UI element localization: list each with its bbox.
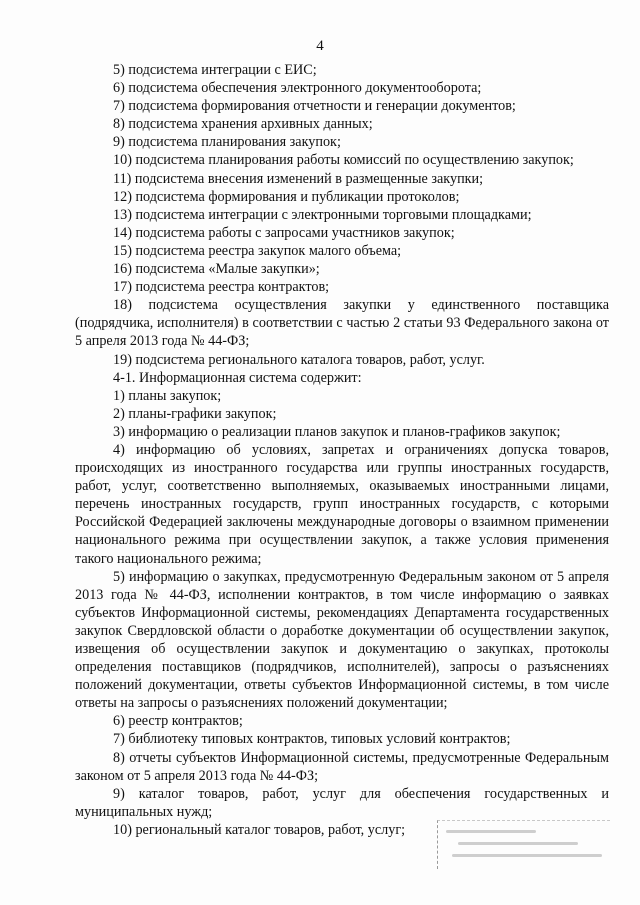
list-item: 6) реестр контрактов; xyxy=(113,713,243,730)
list-item: 11) подсистема внесения изменений в размещенные закупки; xyxy=(113,170,484,187)
list-item: 1) планы закупок; xyxy=(113,387,222,404)
list-item: 10) региональный каталог товаров, работ, услуг; xyxy=(113,821,406,838)
stamp-blur-line xyxy=(452,854,602,857)
list-item: 8) подсистема хранения архивных данных; xyxy=(113,116,373,133)
list-item: 7) подсистема формирования отчетности и генерации документов; xyxy=(113,98,516,115)
list-item: 2) планы-графики закупок; xyxy=(113,405,277,422)
list-item: 5) подсистема интеграции с ЕИС; xyxy=(113,62,317,78)
section-heading: 4-1. Информационная система содержит: xyxy=(113,369,362,386)
list-item: 13) подсистема интеграции с электронными торговыми площадками; xyxy=(113,206,532,223)
list-item: 7) библиотеку типовых контрактов, типовых условий контрактов; xyxy=(113,731,511,748)
document-body xyxy=(75,61,609,839)
list-item: 8) отчеты субъектов Информационной системы, предусмотренные Федеральным законом от 5 апреля 2013 года № 44-ФЗ; xyxy=(75,749,609,784)
stamp-blur-line xyxy=(446,830,536,833)
list-item: 9) каталог товаров, работ, услуг для обеспечения государственных и муниципальных нужд; xyxy=(75,785,609,820)
faded-stamp xyxy=(437,820,610,869)
list-item: 16) подсистема «Малые закупки»; xyxy=(113,261,320,278)
page-number: 4 xyxy=(316,38,324,54)
list-item: 3) информацию о реализации планов закупок и планов-графиков закупок; xyxy=(113,423,561,440)
list-item: 18) подсистема осуществления закупки у единственного поставщика (подрядчика, исполнителя) в соответствии с частью 2 статьи 93 Федерального закона от 5 апреля 2013 года № 44-ФЗ; xyxy=(75,297,609,350)
list-item: 19) подсистема регионального каталога товаров, работ, услуг. xyxy=(113,351,485,368)
list-item: 9) подсистема планирования закупок; xyxy=(113,134,341,151)
list-item: 17) подсистема реестра контрактов; xyxy=(113,279,330,296)
list-item: 6) подсистема обеспечения электронного документооборота; xyxy=(113,80,482,97)
stamp-blur-line xyxy=(458,842,578,845)
list-item: 10) подсистема планирования работы комиссий по осуществлению закупок; xyxy=(113,152,574,169)
list-item: 14) подсистема работы с запросами участников закупок; xyxy=(113,224,455,241)
list-item: 4) информацию об условиях, запретах и ограничениях допуска товаров, происходящих из иностранного государства или группы иностранных государств, работ, услуг, соответственно выполняемых, оказываемых иностранными лицами, перечень иностранных государств, групп иностранных государств, с которыми Российской Федерацией заключены международные договоры о взаимном применении национального режима при осуществлении закупок, а также условия применения такого национального режима; xyxy=(75,441,609,567)
list-item: 5) информацию о закупках, предусмотренную Федеральным законом от 5 апреля 2013 года № 44-ФЗ, исполнении контрактов, в том числе информацию о заявках субъектов Информационной системы, рекомендациях Департамента государственных закупок Свердловской области о доработке документации об осуществлении закупок, извещения об осуществлении закупок и документацию о закупках, протоколы определения поставщиков (подрядчиков, исполнителей), запросы о разъяснениях положений документации, ответы субъектов Информационной системы, в том числе ответы на запросы о разъяснениях положений документации; xyxy=(75,568,609,712)
list-item: 15) подсистема реестра закупок малого объема; xyxy=(113,242,402,259)
list-item: 12) подсистема формирования и публикации протоколов; xyxy=(113,188,460,205)
